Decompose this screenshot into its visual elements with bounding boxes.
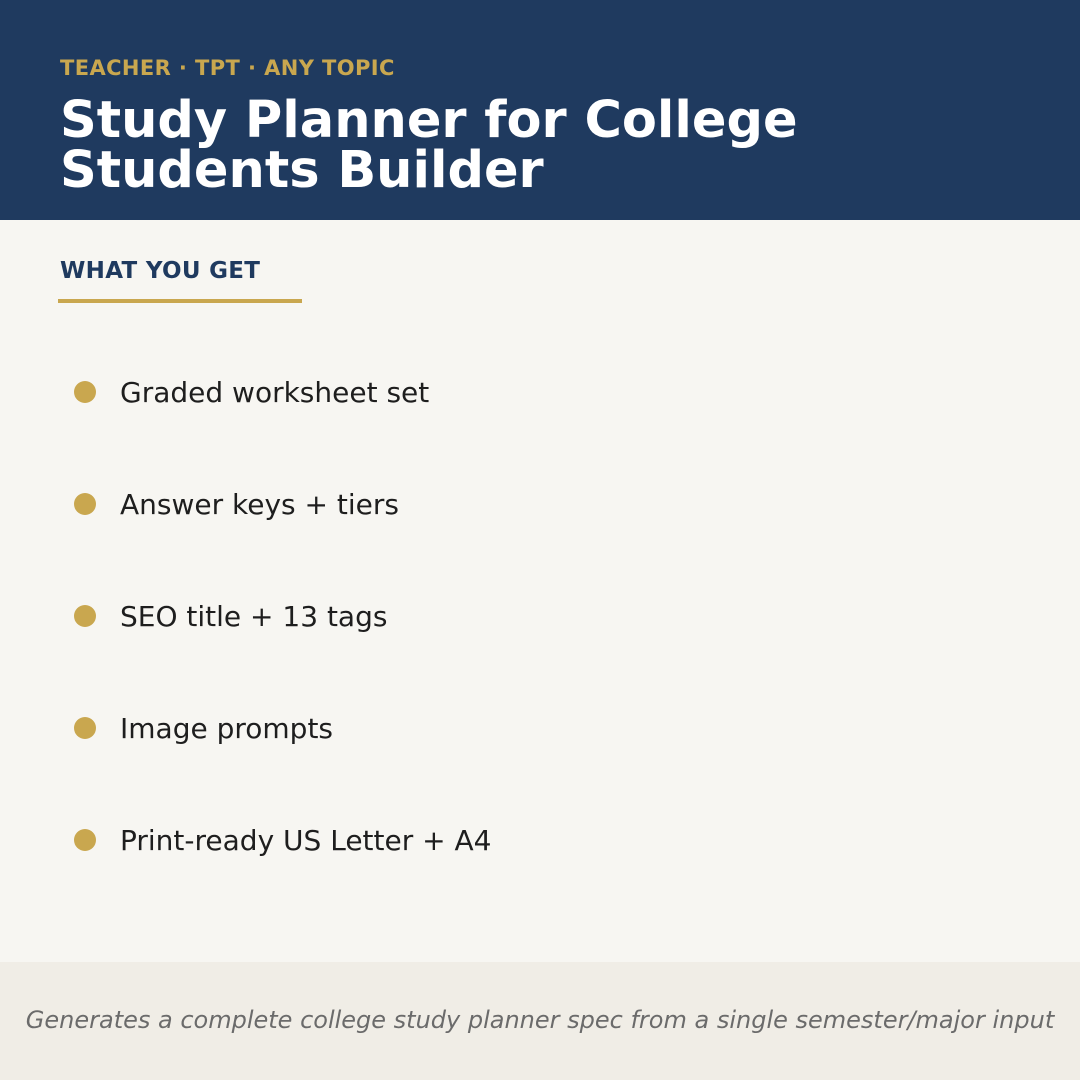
eyebrow-label: TEACHER · TPT · ANY TOPIC [60, 56, 395, 80]
footer-bar [0, 962, 1080, 1080]
feature-label: SEO title + 13 tags [120, 599, 388, 633]
bullet-icon [74, 493, 96, 515]
feature-item [74, 372, 429, 412]
page-title: Study Planner for College Students Builder [60, 91, 798, 200]
feature-item [74, 484, 399, 524]
feature-item [74, 820, 491, 860]
feature-label: Image prompts [120, 711, 334, 745]
feature-label: Answer keys + tiers [120, 487, 399, 521]
bullet-icon [74, 717, 96, 739]
bullet-icon [74, 829, 96, 851]
feature-label: Print-ready US Letter + A4 [120, 823, 492, 857]
section-underline [58, 299, 302, 303]
feature-item [74, 596, 387, 636]
bullet-icon [74, 381, 96, 403]
bullet-icon [74, 605, 96, 627]
header-banner [0, 0, 1080, 220]
footer-caption: Generates a complete college study planner spec from a single semester/major input [25, 1006, 1055, 1034]
section-heading: WHAT YOU GET [60, 258, 261, 284]
feature-item [74, 708, 333, 748]
feature-label: Graded worksheet set [120, 375, 430, 409]
